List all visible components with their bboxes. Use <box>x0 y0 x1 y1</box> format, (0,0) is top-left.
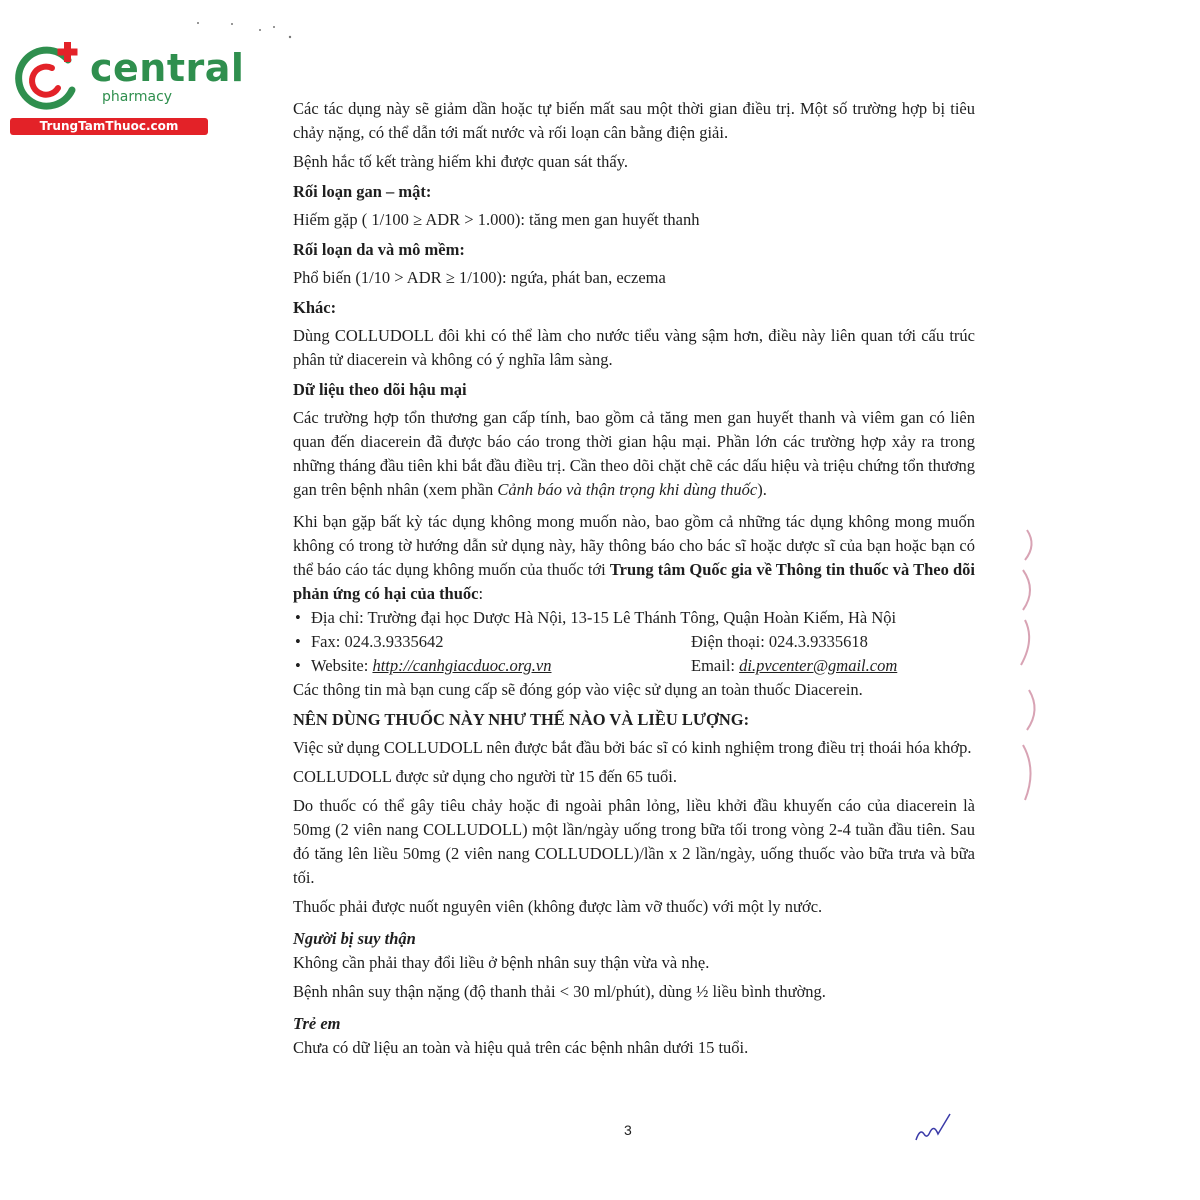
stamp-edge-marks <box>1005 520 1050 820</box>
intro-paragraph-1: Các tác dụng này sẽ giảm dần hoặc tự biến mất sau một thời gian điều trị. Một số trường hợp bị tiêu chảy nặng, có thể dẫn tới mất nước và rối loạn cân bằng điện giải. <box>293 99 975 142</box>
report-colon: : <box>478 584 484 603</box>
email-label: Email: <box>691 656 740 675</box>
report-text: Khi bạn gặp bất kỳ tác dụng không mong muốn nào, bao gồm cả những tác dụng không mong muốn không có trong tờ hướng dẫn sử dụng này, hãy thông báo cho bác sĩ hoặc dược sĩ của bạn hoặc bạn có thể báo cáo tác dụng không muốn của thuốc tới <box>293 512 975 579</box>
intro-paragraph-2: Bệnh hắc tố kết tràng hiếm khi được quan sát thấy. <box>293 152 629 171</box>
renal-paragraph-2: Bệnh nhân suy thận nặng (độ thanh thải < 30 ml/phút), dùng ½ liều bình thường. <box>293 982 826 1001</box>
children-paragraph: Chưa có dữ liệu an toàn và hiệu quả trên các bệnh nhân dưới 15 tuổi. <box>293 1038 749 1057</box>
contact-website-block <box>311 654 691 678</box>
dosage-paragraph-3: Do thuốc có thể gây tiêu chảy hoặc đi ngoài phân lỏng, liều khởi đầu khuyến cáo của diacerein là 50mg (2 viên nang COLLUDOLL) một lần/ngày uống trong bữa tối trong vòng 2-4 tuần đầu tiên. Sau đó tăng lên liều 50mg (2 viên nang COLLUDOLL)/lần x 2 lần/ngày, uống thuốc vào bữa trưa và bữa tối. <box>293 796 975 887</box>
contact-email-block <box>691 654 897 678</box>
contact-web-row <box>293 654 975 678</box>
liver-heading: Rối loạn gan – mật: <box>293 182 432 201</box>
contact-phone: Điện thoại: 024.3.9335618 <box>691 632 868 651</box>
email-link[interactable]: di.pvcenter@gmail.com <box>739 656 898 675</box>
dosage-paragraph-4: Thuốc phải được nuốt nguyên viên (không được làm vỡ thuốc) với một ly nước. <box>293 897 823 916</box>
website-label: Website: <box>311 656 373 675</box>
other-heading: Khác: <box>293 298 337 317</box>
skin-heading: Rối loạn da và mô mềm: <box>293 240 465 259</box>
contact-fax: • Fax: 024.3.9335642 <box>311 632 444 651</box>
logo-mark-icon <box>10 38 90 118</box>
report-org: Trung tâm Quốc gia về Thông tin thuốc và Theo dõi phản ứng có hại của thuốc <box>293 560 975 603</box>
dosage-heading: NÊN DÙNG THUỐC NÀY NHƯ THẾ NÀO VÀ LIỀU LƯỢNG: <box>293 710 750 729</box>
website-link[interactable]: http://canhgiacduoc.org.vn <box>372 656 552 675</box>
postmarket-heading: Dữ liệu theo dõi hậu mại <box>293 380 467 399</box>
renal-heading: Người bị suy thận <box>293 929 416 948</box>
dosage-paragraph-1: Việc sử dụng COLLUDOLL nên được bắt đầu bởi bác sĩ có kinh nghiệm trong điều trị thoái hóa khớp. <box>293 738 972 757</box>
page-number: 3 <box>624 1122 632 1138</box>
report-paragraph <box>293 510 975 606</box>
central-pharmacy-logo[interactable] <box>10 38 245 138</box>
scan-dots <box>190 18 300 43</box>
postmarket-end: ). <box>757 480 767 499</box>
dosage-paragraph-2: COLLUDOLL được sử dụng cho người từ 15 đến 65 tuổi. <box>293 767 677 786</box>
postmarket-ref: Cảnh báo và thận trọng khi dùng thuốc <box>497 480 758 499</box>
renal-paragraph-1: Không cần phải thay đổi liều ở bệnh nhân suy thận vừa và nhẹ. <box>293 953 710 972</box>
contact-fax-row <box>293 630 975 654</box>
contact-list <box>293 606 975 678</box>
report-closing: Các thông tin mà bạn cung cấp sẽ đóng góp vào việc sử dụng an toàn thuốc Diacerein. <box>293 680 863 699</box>
contact-address: • Địa chỉ: Trường đại học Dược Hà Nội, 13-15 Lê Thánh Tông, Quận Hoàn Kiếm, Hà Nội <box>293 606 975 630</box>
children-heading: Trẻ em <box>293 1014 341 1033</box>
document-body <box>293 97 975 1065</box>
postmarket-body: Các trường hợp tổn thương gan cấp tính, bao gồm cả tăng men gan huyết thanh và viêm gan có liên quan đến diacerein đã được báo cáo trong thời gian hậu mại. Phần lớn các trường hợp xảy ra trong những tháng đầu tiên khi bắt đầu điều trị. Cần theo dõi chặt chẽ các dấu hiệu và triệu chứng tổn thương gan trên bệnh nhân (xem phần <box>293 408 975 499</box>
skin-text: Phổ biến (1/10 > ADR ≥ 1/100): ngứa, phát ban, eczema <box>293 268 666 287</box>
other-text: Dùng COLLUDOLL đôi khi có thể làm cho nước tiểu vàng sậm hơn, điều này liên quan tới cấu trúc phân tử diacerein và không có ý nghĩa lâm sàng. <box>293 326 975 369</box>
postmarket-text <box>293 406 975 502</box>
liver-text: Hiếm gặp ( 1/100 ≥ ADR > 1.000): tăng men gan huyết thanh <box>293 210 700 229</box>
logo-subtitle: pharmacy <box>102 89 173 105</box>
logo-banner: TrungTamThuoc.com <box>10 118 208 135</box>
signature-icon <box>910 1112 955 1147</box>
logo-name: central <box>90 46 245 90</box>
